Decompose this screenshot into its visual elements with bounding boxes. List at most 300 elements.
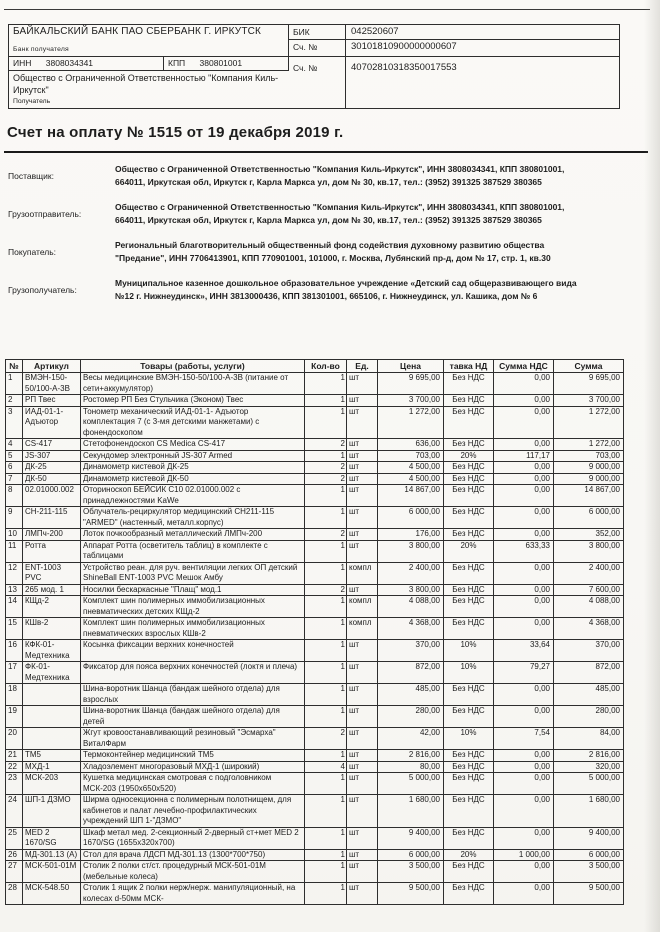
- table-row: [6, 750, 624, 762]
- item-name: Динамометр кистевой ДК-50: [81, 473, 305, 485]
- item-name: Столик 1 ящик 2 полки нерж/нерж. манипуляционный, на колесах d-50мм МСК-: [81, 883, 305, 905]
- item-name: Косынка фиксации верхних конечностей: [81, 640, 305, 662]
- item-vat-rate: 10%: [444, 640, 494, 662]
- table-row: [6, 761, 624, 773]
- item-price: 1 680,00: [378, 795, 444, 828]
- item-name: Жгут кровоостанавливающий резиновый "Эсмарха" ВиталФарм: [81, 728, 305, 750]
- item-name: Фиксатор для пояса верхних конечностей (локтя и плеча): [81, 662, 305, 684]
- item-sum: 2 816,00: [554, 750, 624, 762]
- col-header-price: Цена: [378, 360, 444, 373]
- item-qty: 1: [305, 795, 347, 828]
- item-price: 4 368,00: [378, 618, 444, 640]
- item-qty: 4: [305, 761, 347, 773]
- item-qty: 1: [305, 596, 347, 618]
- item-qty: 1: [305, 540, 347, 562]
- corr-account-label: Сч. №: [293, 42, 318, 52]
- party-label: Покупатель:: [8, 247, 57, 257]
- col-header-article: Артикул: [23, 360, 81, 373]
- party-supplier: [8, 163, 638, 189]
- item-name: Ширма односекционна с полимерным полотнищем, для кабинетов и палат лечебно-профилактических учреждений ШП 1-"ДЗМО": [81, 795, 305, 828]
- item-number: 9: [6, 507, 23, 529]
- table-row: [6, 728, 624, 750]
- item-vat-sum: 33,64: [494, 640, 554, 662]
- recipient-cell: [9, 71, 289, 108]
- item-article: МСК-548.50: [23, 883, 81, 905]
- item-price: 280,00: [378, 706, 444, 728]
- item-unit: шт: [347, 706, 378, 728]
- table-row: [6, 773, 624, 795]
- item-vat-rate: 20%: [444, 849, 494, 861]
- item-vat-sum: 0,00: [494, 473, 554, 485]
- item-vat-sum: 0,00: [494, 462, 554, 474]
- table-row: [6, 529, 624, 541]
- item-vat-rate: Без НДС: [444, 507, 494, 529]
- item-sum: 5 000,00: [554, 773, 624, 795]
- item-unit: шт: [347, 584, 378, 596]
- item-qty: 1: [305, 684, 347, 706]
- item-article: КФК-01-Медтехника: [23, 640, 81, 662]
- item-number: 23: [6, 773, 23, 795]
- item-number: 6: [6, 462, 23, 474]
- item-unit: шт: [347, 761, 378, 773]
- col-header-vat-rate: тавка НД: [444, 360, 494, 373]
- item-name: Шина-воротник Шанца (бандаж шейного отдела) для детей: [81, 706, 305, 728]
- item-unit: шт: [347, 395, 378, 407]
- item-vat-rate: 10%: [444, 662, 494, 684]
- item-price: 176,00: [378, 529, 444, 541]
- item-vat-sum: 0,00: [494, 883, 554, 905]
- table-row: [6, 883, 624, 905]
- party-consignee: [8, 277, 638, 303]
- item-number: 25: [6, 827, 23, 849]
- item-article: ENT-1003 PVC: [23, 562, 81, 584]
- settlement-account-label: Сч. №: [293, 63, 318, 73]
- item-sum: 7 600,00: [554, 584, 624, 596]
- item-number: 22: [6, 761, 23, 773]
- party-value: Общество с Ограниченной Ответственностью "Компания Киль-Иркутск", ИНН 3808034341, КПП 380801001, 664011, Иркутская обл, Иркутск г, Карла Маркса ул, дом № 30, кв.17, тел.: (3952) 391325 387529 380365: [115, 202, 565, 225]
- item-sum: 2 400,00: [554, 562, 624, 584]
- table-row: [6, 584, 624, 596]
- item-vat-sum: 0,00: [494, 406, 554, 439]
- item-article: [23, 706, 81, 728]
- kpp-value: 380801001: [199, 58, 243, 68]
- party-label: Грузоотправитель:: [8, 209, 82, 219]
- bik-label: БИК: [293, 27, 310, 37]
- item-vat-rate: Без НДС: [444, 684, 494, 706]
- item-price: 370,00: [378, 640, 444, 662]
- item-unit: шт: [347, 728, 378, 750]
- item-article: ИАД-01-1-Адъютор: [23, 406, 81, 439]
- item-qty: 1: [305, 485, 347, 507]
- item-number: 11: [6, 540, 23, 562]
- item-unit: шт: [347, 462, 378, 474]
- item-number: 24: [6, 795, 23, 828]
- party-value: Региональный благотворительный общественный фонд содействия духовному развитию общества "Предание", ИНН 7706413901, КПП 770901001, 101000, г. Москва, Лубянский пр-д, дом № 17, стр. 1, кв.30: [115, 240, 551, 263]
- item-article: МСК-203: [23, 773, 81, 795]
- item-unit: шт: [347, 473, 378, 485]
- item-qty: 1: [305, 706, 347, 728]
- item-sum: 84,00: [554, 728, 624, 750]
- item-sum: 14 867,00: [554, 485, 624, 507]
- item-article: MED 2 1670/SG: [23, 827, 81, 849]
- item-name: Устройство реан. для руч. вентиляции легких ОП детский ShineBall ENT-1003 PVC Мешок Амбу: [81, 562, 305, 584]
- item-vat-rate: Без НДС: [444, 562, 494, 584]
- item-name: Весы медицинские ВМЭН-150-50/100-А-3В (питание от сети+аккумулятор): [81, 373, 305, 395]
- item-price: 703,00: [378, 450, 444, 462]
- item-vat-rate: Без НДС: [444, 373, 494, 395]
- item-number: 7: [6, 473, 23, 485]
- item-number: 10: [6, 529, 23, 541]
- item-sum: 485,00: [554, 684, 624, 706]
- item-name: Секундомер электронный JS-307 Armed: [81, 450, 305, 462]
- item-vat-rate: Без НДС: [444, 485, 494, 507]
- item-qty: 2: [305, 439, 347, 451]
- item-vat-rate: Без НДС: [444, 883, 494, 905]
- bank-name: БАЙКАЛЬСКИЙ БАНК ПАО СБЕРБАНК Г. ИРКУТСК: [13, 26, 262, 37]
- item-price: 1 272,00: [378, 406, 444, 439]
- bik-label-cell: [289, 25, 346, 40]
- item-name: Ростомер РП Без Стульчика (Эконом) Твес: [81, 395, 305, 407]
- item-qty: 1: [305, 849, 347, 861]
- table-row: [6, 462, 624, 474]
- item-vat-rate: Без НДС: [444, 761, 494, 773]
- item-price: 9 400,00: [378, 827, 444, 849]
- item-vat-rate: Без НДС: [444, 406, 494, 439]
- item-vat-rate: Без НДС: [444, 439, 494, 451]
- table-row: [6, 706, 624, 728]
- item-number: 17: [6, 662, 23, 684]
- item-price: 636,00: [378, 439, 444, 451]
- table-row: [6, 473, 624, 485]
- item-price: 14 867,00: [378, 485, 444, 507]
- item-price: 4 088,00: [378, 596, 444, 618]
- item-vat-sum: 0,00: [494, 684, 554, 706]
- item-article: JS-307: [23, 450, 81, 462]
- table-row: [6, 662, 624, 684]
- item-unit: шт: [347, 529, 378, 541]
- item-article: ДК-25: [23, 462, 81, 474]
- item-vat-sum: 0,00: [494, 596, 554, 618]
- item-name: Стол для врача ЛДСП МД-301.13 (1300*700*750): [81, 849, 305, 861]
- item-article: [23, 728, 81, 750]
- item-vat-rate: Без НДС: [444, 618, 494, 640]
- item-article: ВМЭН-150-50/100-А-3В: [23, 373, 81, 395]
- item-article: ДК-50: [23, 473, 81, 485]
- settlement-account-value: 40702810318350017553: [351, 62, 457, 73]
- item-sum: 6 000,00: [554, 507, 624, 529]
- inn-label: ИНН: [13, 58, 32, 68]
- item-unit: шт: [347, 439, 378, 451]
- item-name: Шина-воротник Шанца (бандаж шейного отдела) для взрослых: [81, 684, 305, 706]
- item-number: 3: [6, 406, 23, 439]
- table-row: [6, 485, 624, 507]
- item-number: 18: [6, 684, 23, 706]
- item-vat-sum: 0,00: [494, 529, 554, 541]
- item-number: 28: [6, 883, 23, 905]
- party-value: Общество с Ограниченной Ответственностью "Компания Киль-Иркутск", ИНН 3808034341, КПП 380801001, 664011, Иркутская обл, Иркутск г, Карла Маркса ул, дом № 30, кв.17, тел.: (3952) 391325 387529 380365: [115, 164, 565, 187]
- item-vat-sum: 0,00: [494, 439, 554, 451]
- item-sum: 9 695,00: [554, 373, 624, 395]
- item-unit: шт: [347, 540, 378, 562]
- item-unit: шт: [347, 406, 378, 439]
- item-vat-sum: 1 000,00: [494, 849, 554, 861]
- item-price: 2 400,00: [378, 562, 444, 584]
- table-row: [6, 507, 624, 529]
- item-sum: 9 000,00: [554, 473, 624, 485]
- inn-kpp-row: [9, 57, 289, 71]
- page-title: Счет на оплату № 1515 от 19 декабря 2019 г.: [7, 124, 344, 141]
- item-vat-sum: 7,54: [494, 728, 554, 750]
- table-row: [6, 849, 624, 861]
- recipient-name: Общество с Ограниченной Ответственностью "Компания Киль-Иркутск": [13, 73, 279, 95]
- item-sum: 1 272,00: [554, 406, 624, 439]
- settlement-account-label-cell: [289, 57, 346, 108]
- item-sum: 320,00: [554, 761, 624, 773]
- item-name: Тонометр механический ИАД-01-1- Адъютор комплектация 7 (с 3-мя детскими манжетами) с фонендоскопом: [81, 406, 305, 439]
- item-article: КШв-2: [23, 618, 81, 640]
- item-vat-sum: 0,00: [494, 861, 554, 883]
- table-row: [6, 827, 624, 849]
- inn-value: 3808034341: [45, 58, 94, 68]
- item-unit: шт: [347, 373, 378, 395]
- item-number: 5: [6, 450, 23, 462]
- item-name: Термоконтейнер медицинский ТМ5: [81, 750, 305, 762]
- item-unit: шт: [347, 795, 378, 828]
- item-vat-rate: Без НДС: [444, 596, 494, 618]
- item-unit: компл: [347, 562, 378, 584]
- table-row: [6, 439, 624, 451]
- item-name: Шкаф метал мед. 2-секционный 2-дверный ст+мет MED 2 1670/SG (1655x320x700): [81, 827, 305, 849]
- item-number: 15: [6, 618, 23, 640]
- item-article: ТМ5: [23, 750, 81, 762]
- table-row: [6, 562, 624, 584]
- col-header-sum: Сумма: [554, 360, 624, 373]
- bank-requisites-table: [8, 24, 620, 109]
- item-sum: 370,00: [554, 640, 624, 662]
- item-name: Стетофонендоскоп CS Medica CS-417: [81, 439, 305, 451]
- item-unit: шт: [347, 450, 378, 462]
- item-qty: 1: [305, 827, 347, 849]
- corr-account-label-cell: [289, 40, 346, 57]
- item-sum: 3 500,00: [554, 861, 624, 883]
- item-sum: 9 500,00: [554, 883, 624, 905]
- item-unit: шт: [347, 849, 378, 861]
- item-vat-rate: Без НДС: [444, 827, 494, 849]
- party-value: Муниципальное казенное дошкольное образовательное учреждение «Детский сад общеразвивающего вида №12 г. Нижнеудинск», ИНН 3813000436, КПП 381301001, 665106, г. Нижнеудинск, ул. Кашика, дом № 6: [115, 278, 577, 301]
- item-sum: 4 088,00: [554, 596, 624, 618]
- item-article: 265 мод. 1: [23, 584, 81, 596]
- item-price: 80,00: [378, 761, 444, 773]
- item-article: КЩд-2: [23, 596, 81, 618]
- item-name: Носилки бескаркасные "Плащ" мод.1: [81, 584, 305, 596]
- item-vat-rate: 10%: [444, 728, 494, 750]
- table-row: [6, 795, 624, 828]
- col-header-qty: Кол-во: [305, 360, 347, 373]
- item-number: 13: [6, 584, 23, 596]
- item-name: Лоток почкообразный металлический ЛМПч-200: [81, 529, 305, 541]
- item-price: 3 800,00: [378, 540, 444, 562]
- item-name: Комплект шин полимерных иммобилизационных пневматических взрослых КШв-2: [81, 618, 305, 640]
- party-consignor: [8, 201, 638, 227]
- party-label: Поставщик:: [8, 171, 54, 181]
- item-sum: 6 000,00: [554, 849, 624, 861]
- inn-cell: [9, 57, 164, 70]
- item-price: 6 000,00: [378, 507, 444, 529]
- bik-value: 042520607: [351, 26, 399, 37]
- items-header-row: [6, 360, 624, 373]
- item-article: Ротта: [23, 540, 81, 562]
- item-article: МХД-1: [23, 761, 81, 773]
- item-unit: шт: [347, 861, 378, 883]
- item-price: 4 500,00: [378, 473, 444, 485]
- item-qty: 1: [305, 618, 347, 640]
- item-article: ФК-01-Медтехника: [23, 662, 81, 684]
- item-name: Облучатель-рециркулятор медицинский СН211-115 "ARMED" (настенный, металл.корпус): [81, 507, 305, 529]
- item-price: 3 800,00: [378, 584, 444, 596]
- item-unit: шт: [347, 507, 378, 529]
- item-qty: 1: [305, 861, 347, 883]
- table-row: [6, 406, 624, 439]
- item-qty: 2: [305, 728, 347, 750]
- parties-section: [8, 163, 638, 315]
- item-vat-rate: Без НДС: [444, 529, 494, 541]
- item-vat-sum: 0,00: [494, 507, 554, 529]
- item-qty: 1: [305, 450, 347, 462]
- table-row: [6, 861, 624, 883]
- col-header-number: №: [6, 360, 23, 373]
- item-unit: шт: [347, 662, 378, 684]
- item-article: ЛМПч-200: [23, 529, 81, 541]
- item-number: 14: [6, 596, 23, 618]
- item-qty: 2: [305, 529, 347, 541]
- item-qty: 1: [305, 640, 347, 662]
- item-qty: 1: [305, 395, 347, 407]
- col-header-vat-sum: Сумма НДС: [494, 360, 554, 373]
- kpp-label: КПП: [168, 58, 186, 68]
- item-unit: шт: [347, 883, 378, 905]
- item-price: 6 000,00: [378, 849, 444, 861]
- item-price: 4 500,00: [378, 462, 444, 474]
- item-number: 4: [6, 439, 23, 451]
- item-vat-rate: Без НДС: [444, 750, 494, 762]
- item-sum: 3 800,00: [554, 540, 624, 562]
- item-number: 12: [6, 562, 23, 584]
- item-qty: 1: [305, 883, 347, 905]
- item-number: 20: [6, 728, 23, 750]
- item-article: СН-211-115: [23, 507, 81, 529]
- item-unit: шт: [347, 640, 378, 662]
- item-price: 485,00: [378, 684, 444, 706]
- title-underline: [4, 151, 648, 153]
- item-vat-sum: 0,00: [494, 706, 554, 728]
- item-vat-sum: 0,00: [494, 584, 554, 596]
- item-sum: 1 680,00: [554, 795, 624, 828]
- item-sum: 4 368,00: [554, 618, 624, 640]
- item-qty: 2: [305, 584, 347, 596]
- item-vat-sum: 0,00: [494, 761, 554, 773]
- item-vat-sum: 79,27: [494, 662, 554, 684]
- item-name: Кушетка медицинская смотровая с подголовником МСК-203 (1950x650x520): [81, 773, 305, 795]
- item-vat-sum: 117,17: [494, 450, 554, 462]
- item-unit: шт: [347, 773, 378, 795]
- item-article: 02.01000.002: [23, 485, 81, 507]
- item-vat-sum: 633,33: [494, 540, 554, 562]
- table-row: [6, 684, 624, 706]
- recipient-caption: Получатель: [13, 97, 51, 105]
- col-header-unit: Ед.: [347, 360, 378, 373]
- item-sum: 352,00: [554, 529, 624, 541]
- item-vat-sum: 0,00: [494, 750, 554, 762]
- item-qty: 2: [305, 462, 347, 474]
- item-sum: 3 700,00: [554, 395, 624, 407]
- item-vat-sum: 0,00: [494, 395, 554, 407]
- item-article: [23, 684, 81, 706]
- item-price: 3 700,00: [378, 395, 444, 407]
- item-vat-sum: 0,00: [494, 485, 554, 507]
- item-qty: 1: [305, 373, 347, 395]
- item-name: Комплект шин полимерных иммобилизационных пневматических детских КЩд-2: [81, 596, 305, 618]
- item-unit: компл: [347, 596, 378, 618]
- item-qty: 1: [305, 750, 347, 762]
- item-number: 19: [6, 706, 23, 728]
- item-vat-rate: Без НДС: [444, 473, 494, 485]
- table-row: [6, 640, 624, 662]
- item-qty: 1: [305, 662, 347, 684]
- table-row: [6, 373, 624, 395]
- item-qty: 1: [305, 562, 347, 584]
- item-vat-sum: 0,00: [494, 773, 554, 795]
- item-unit: шт: [347, 684, 378, 706]
- settlement-account-value-cell: [346, 57, 619, 108]
- items-table: [5, 359, 624, 905]
- scan-edge-shadow: [644, 0, 660, 932]
- item-vat-rate: Без НДС: [444, 773, 494, 795]
- item-sum: 872,00: [554, 662, 624, 684]
- item-number: 16: [6, 640, 23, 662]
- item-price: 9 695,00: [378, 373, 444, 395]
- item-article: CS-417: [23, 439, 81, 451]
- page-top-rule: [4, 9, 650, 10]
- item-number: 1: [6, 373, 23, 395]
- item-price: 3 500,00: [378, 861, 444, 883]
- item-qty: 1: [305, 406, 347, 439]
- bank-name-cell: [9, 25, 289, 57]
- item-number: 2: [6, 395, 23, 407]
- item-vat-sum: 0,00: [494, 795, 554, 828]
- corr-account-value: 30101810900000000607: [351, 41, 457, 52]
- party-label: Грузополучатель:: [8, 285, 77, 295]
- item-price: 9 500,00: [378, 883, 444, 905]
- item-vat-rate: Без НДС: [444, 706, 494, 728]
- col-header-goods: Товары (работы, услуги): [81, 360, 305, 373]
- item-vat-sum: 0,00: [494, 618, 554, 640]
- bik-value-cell: [346, 25, 619, 40]
- table-row: [6, 450, 624, 462]
- item-price: 42,00: [378, 728, 444, 750]
- item-qty: 2: [305, 473, 347, 485]
- item-number: 8: [6, 485, 23, 507]
- item-vat-rate: Без НДС: [444, 861, 494, 883]
- table-row: [6, 596, 624, 618]
- item-name: Хладоэлемент многоразовый МХД-1 (широкий): [81, 761, 305, 773]
- item-qty: 1: [305, 507, 347, 529]
- item-unit: шт: [347, 750, 378, 762]
- item-sum: 280,00: [554, 706, 624, 728]
- table-row: [6, 540, 624, 562]
- item-name: Столик 2 полки ст/ст. процедурный МСК-501-01М (мебельные колеса): [81, 861, 305, 883]
- item-vat-rate: Без НДС: [444, 795, 494, 828]
- item-vat-rate: Без НДС: [444, 584, 494, 596]
